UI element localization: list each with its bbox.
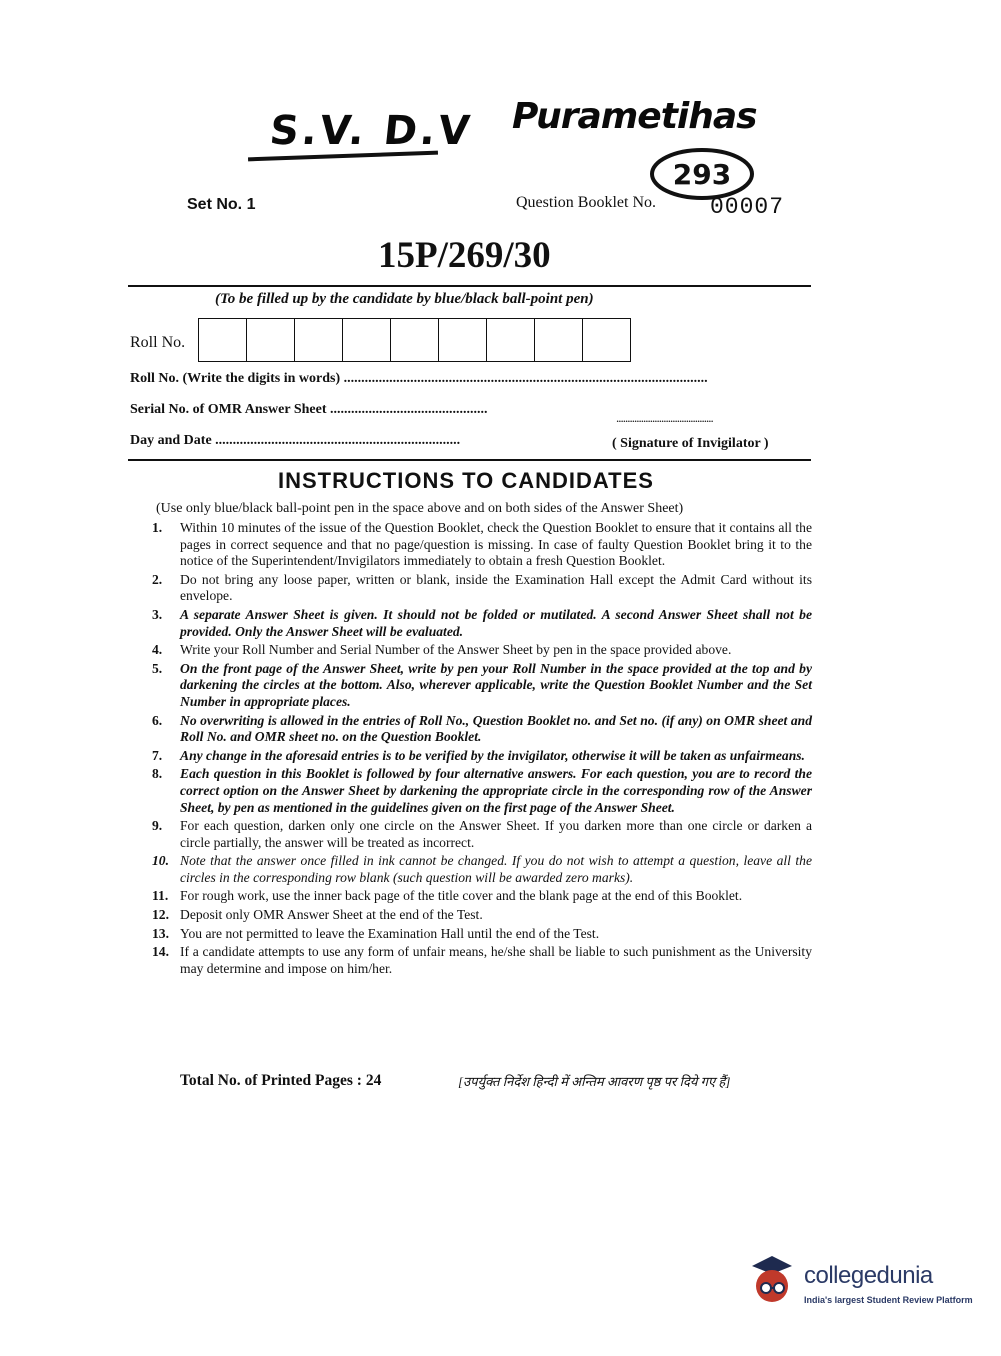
instruction-item bbox=[152, 907, 812, 924]
instruction-number: 4. bbox=[152, 642, 163, 658]
collegedunia-logo-icon bbox=[742, 1252, 802, 1312]
instruction-text: Write your Roll Number and Serial Number of the Answer Sheet by pen in the space provided above. bbox=[180, 642, 732, 658]
roll-digit-box[interactable] bbox=[199, 319, 247, 361]
fill-instruction: (To be filled up by the candidate by blue/black ball-point pen) bbox=[215, 291, 594, 307]
instruction-item bbox=[152, 944, 812, 977]
instruction-text: A separate Answer Sheet is given. It should not be folded or mutilated. A second Answer Sheet shall not be provided. Only the Answer Sheet will be evaluated. bbox=[180, 606, 812, 639]
instruction-text: No overwriting is allowed in the entries of Roll No., Question Booklet no. and Set no. (if any) on OMR sheet and Roll No. and OMR sheet no. on the Question Booklet. bbox=[180, 712, 812, 745]
instruction-number: 8. bbox=[152, 766, 163, 782]
instruction-text: Each question in this Booklet is followed by four alternative answers. For each question, you are to record the correct option on the Answer Sheet by darkening the appropriate circle in the corresponding row of the Answer Sheet, by pen as mentioned in the guidelines given on the first page of the Answer Sheet. bbox=[180, 766, 812, 815]
roll-number-boxes[interactable] bbox=[198, 318, 631, 362]
instruction-text: Deposit only OMR Answer Sheet at the end of the Test. bbox=[180, 907, 483, 923]
roll-digit-box[interactable] bbox=[247, 319, 295, 361]
instruction-item bbox=[152, 766, 812, 816]
instruction-item bbox=[152, 572, 812, 605]
instruction-item bbox=[152, 661, 812, 711]
booklet-number: 00007 bbox=[710, 194, 785, 220]
set-number: Set No. 1 bbox=[187, 196, 256, 213]
booklet-label: Question Booklet No. bbox=[516, 194, 656, 211]
handwritten-institution: S.V. D.V bbox=[267, 108, 475, 154]
handwritten-code: 293 bbox=[672, 158, 732, 191]
roll-digit-box[interactable] bbox=[487, 319, 535, 361]
instruction-number: 5. bbox=[152, 660, 163, 676]
instruction-text: Any change in the aforesaid entries is to be verified by the invigilator, otherwise it will be taken as unfairmeans. bbox=[180, 747, 805, 763]
handwritten-subject: Purametihas bbox=[512, 96, 757, 137]
instruction-item bbox=[152, 607, 812, 640]
roll-digit-box[interactable] bbox=[391, 319, 439, 361]
instruction-number: 1. bbox=[152, 520, 163, 535]
roll-digit-box[interactable] bbox=[343, 319, 391, 361]
instruction-text: You are not permitted to leave the Examination Hall until the end of the Test. bbox=[180, 925, 600, 941]
instruction-text: On the front page of the Answer Sheet, write by pen your Roll Number in the space provided at the top and by darkening the circles at the bottom. Also, wherever applicable, write the Question Booklet Number and the Set Number in appropriate places. bbox=[180, 660, 812, 709]
instruction-text: Within 10 minutes of the issue of the Question Booklet, check the Question Booklet to ensure that it contains all the pages in correct sequence and that no page/question is missing. In case of faulty Question Booklet bring it to the notice of the Superintendent/Invigilators immediately to obtain a fresh Question Booklet. bbox=[180, 520, 812, 569]
instruction-item bbox=[152, 888, 812, 905]
instruction-item bbox=[152, 713, 812, 746]
instruction-item bbox=[152, 926, 812, 943]
instruction-text: For rough work, use the inner back page of the title cover and the blank page at the end of this Booklet. bbox=[180, 888, 743, 904]
total-pages: Total No. of Printed Pages : 24 bbox=[180, 1072, 382, 1089]
instruction-text: Do not bring any loose paper, written or blank, inside the Examination Hall except the Admit Card without its envelope. bbox=[180, 571, 812, 604]
instruction-item bbox=[152, 642, 812, 659]
hindi-note: [उपर्युक्त निर्देश हिन्दी में अन्तिम आवरण पृष्ठ पर दिये गए हैं] bbox=[458, 1074, 731, 1089]
instruction-number: 12. bbox=[152, 907, 169, 923]
instruction-text: For each question, darken only one circle on the Answer Sheet. If you darken more than one circle or darken a circle partially, the answer will be treated as incorrect. bbox=[180, 818, 812, 850]
paper-code: 15P/269/30 bbox=[378, 235, 551, 276]
instruction-number: 13. bbox=[152, 925, 169, 941]
collegedunia-tagline: India's largest Student Review Platform bbox=[804, 1295, 973, 1305]
roll-digit-box[interactable] bbox=[583, 319, 630, 361]
roll-digit-box[interactable] bbox=[295, 319, 343, 361]
instruction-number: 6. bbox=[152, 712, 163, 728]
instruction-text: Note that the answer once filled in ink cannot be changed. If you do not wish to attempt a question, leave all the circles in the corresponding row blank (such question will be awarded zero marks). bbox=[180, 853, 812, 885]
instruction-number: 10. bbox=[152, 853, 169, 869]
signature-label: ( Signature of Invigilator ) bbox=[612, 436, 769, 451]
instruction-number: 9. bbox=[152, 818, 163, 834]
instructions-list bbox=[152, 520, 812, 979]
instruction-number: 2. bbox=[152, 571, 163, 587]
roll-number-label: Roll No. bbox=[130, 334, 186, 351]
instruction-item bbox=[152, 818, 812, 851]
signature-line[interactable]: ........................................... bbox=[616, 410, 713, 425]
roll-digit-box[interactable] bbox=[439, 319, 487, 361]
instructions-title: INSTRUCTIONS TO CANDIDATES bbox=[278, 468, 654, 493]
omr-serial-field[interactable]: Serial No. of OMR Answer Sheet ............................................. bbox=[130, 402, 488, 417]
instruction-number: 14. bbox=[152, 944, 169, 960]
instruction-text: If a candidate attempts to use any form of unfair means, he/she shall be liable to such punishment as the University may determine and impose on him/her. bbox=[180, 944, 812, 976]
top-divider bbox=[128, 285, 811, 287]
instruction-number: 11. bbox=[152, 888, 169, 904]
collegedunia-brand: collegedunia bbox=[804, 1262, 933, 1289]
instruction-number: 3. bbox=[152, 606, 163, 622]
roll-digit-box[interactable] bbox=[535, 319, 583, 361]
form-bottom-divider bbox=[128, 459, 811, 461]
instruction-item bbox=[152, 520, 812, 570]
instruction-item bbox=[152, 853, 812, 886]
instruction-item bbox=[152, 748, 812, 765]
roll-in-words-field[interactable]: Roll No. (Write the digits in words) ........................................................................................................ bbox=[130, 371, 708, 386]
day-date-field[interactable]: Day and Date ...................................................................... bbox=[130, 433, 461, 448]
instructions-subtitle: (Use only blue/black ball-point pen in the space above and on both sides of the Answer Sheet) bbox=[156, 501, 684, 516]
instruction-number: 7. bbox=[152, 747, 163, 763]
